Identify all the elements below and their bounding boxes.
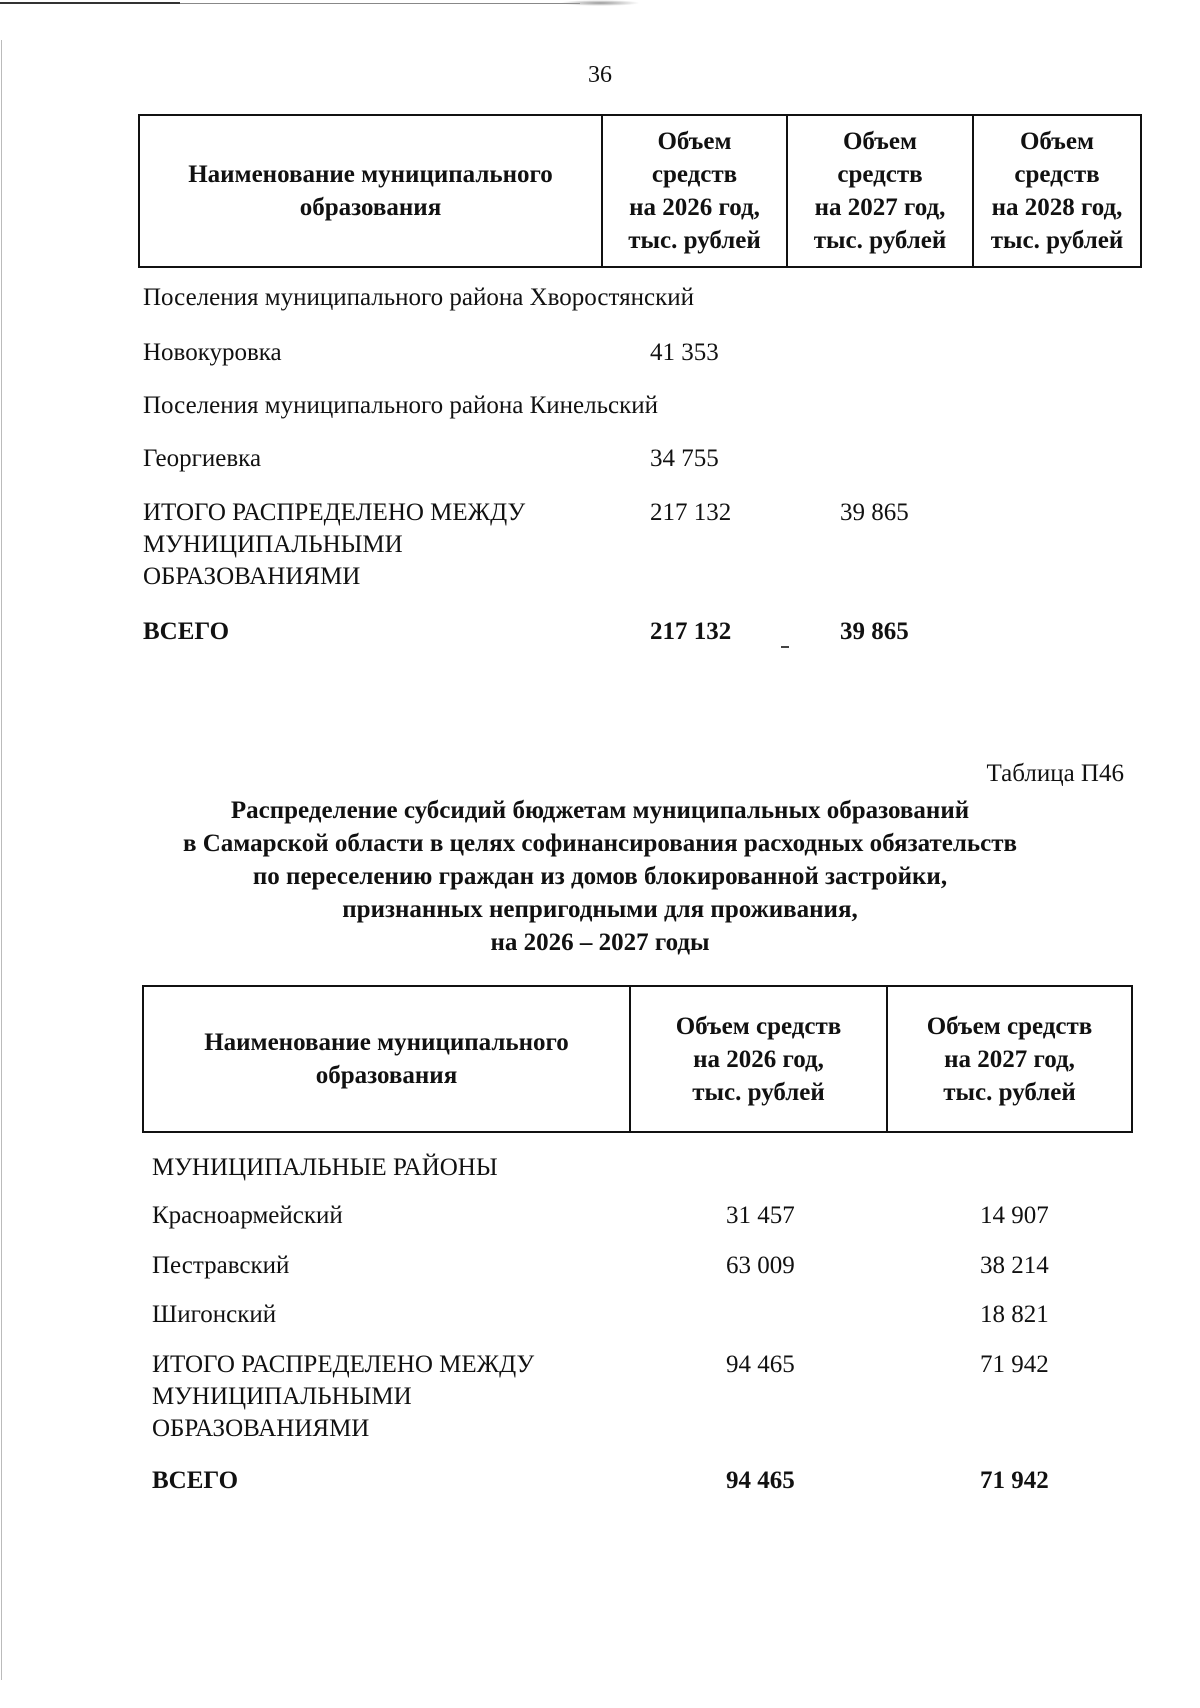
row-name: Шигонский <box>152 1301 277 1328</box>
group-label: Поселения муниципального района Кинельский <box>143 392 659 419</box>
scan-artifact <box>0 2 180 4</box>
value-2027: 38 214 <box>980 1252 1049 1279</box>
row-name: ИТОГО РАСПРЕДЕЛЕНО МЕЖДУ МУНИЦИПАЛЬНЫМИ ОБРАЗОВАНИЯМИ <box>152 1351 535 1442</box>
row-name: ИТОГО РАСПРЕДЕЛЕНО МЕЖДУ МУНИЦИПАЛЬНЫМИ ОБРАЗОВАНИЯМИ <box>143 499 526 590</box>
table1-header-2026: Объем средств на 2026 год, тыс. рублей <box>603 116 788 266</box>
group-label: Поселения муниципального района Хворостянский <box>143 284 695 311</box>
value-2026: 94 465 <box>726 1467 795 1494</box>
value-2027: 14 907 <box>980 1202 1049 1229</box>
table-title: Распределение субсидий бюджетам муниципальных образований в Самарской области в целях софинансирования расходных обязательств по переселению граждан из домов блокированной застройки, признанных непригодными для проживания, на 2026 – 2027 годы <box>183 797 1017 956</box>
row-name: Красноармейский <box>152 1202 343 1229</box>
scan-artifact <box>781 646 789 648</box>
table1-header-2028: Объем средств на 2028 год, тыс. рублей <box>990 128 1124 254</box>
value-2026: 34 755 <box>650 445 719 472</box>
value-2026: 31 457 <box>726 1202 795 1229</box>
value-2026: 41 353 <box>650 339 719 366</box>
table2-header-2026: Объем средств на 2026 год, тыс. рублей <box>631 987 888 1131</box>
row-name: Пестравский <box>152 1252 290 1279</box>
table1-header <box>138 114 1142 268</box>
value-2026: 217 132 <box>650 618 732 645</box>
value-2026: 63 009 <box>726 1252 795 1279</box>
scan-artifact <box>180 3 580 4</box>
row-name: Георгиевка <box>143 445 262 472</box>
table1-header-2027: Объем средств на 2027 год, тыс. рублей <box>788 116 974 266</box>
value-2027: 71 942 <box>980 1351 1049 1378</box>
value-2026: 217 132 <box>650 499 732 526</box>
table2-header-name: Наименование муниципального образования <box>144 987 631 1131</box>
table2-header-2027: Объем средств на 2027 год, тыс. рублей <box>926 1012 1093 1106</box>
row-name: ВСЕГО <box>152 1467 239 1494</box>
value-2027: 39 865 <box>840 499 909 526</box>
table2-header <box>142 985 1133 1133</box>
value-2027: 71 942 <box>980 1467 1049 1494</box>
scan-artifact <box>560 0 640 6</box>
row-name: ВСЕГО <box>143 618 230 645</box>
row-name: Новокуровка <box>143 339 282 366</box>
group-label: МУНИЦИПАЛЬНЫЕ РАЙОНЫ <box>152 1154 498 1181</box>
value-2026: 94 465 <box>726 1351 795 1378</box>
table1-header-name: Наименование муниципального образования <box>140 116 603 266</box>
value-2027: 18 821 <box>980 1301 1049 1328</box>
value-2027: 39 865 <box>840 618 909 645</box>
page-number: 36 <box>588 62 612 88</box>
table-label: Таблица П46 <box>986 760 1124 787</box>
